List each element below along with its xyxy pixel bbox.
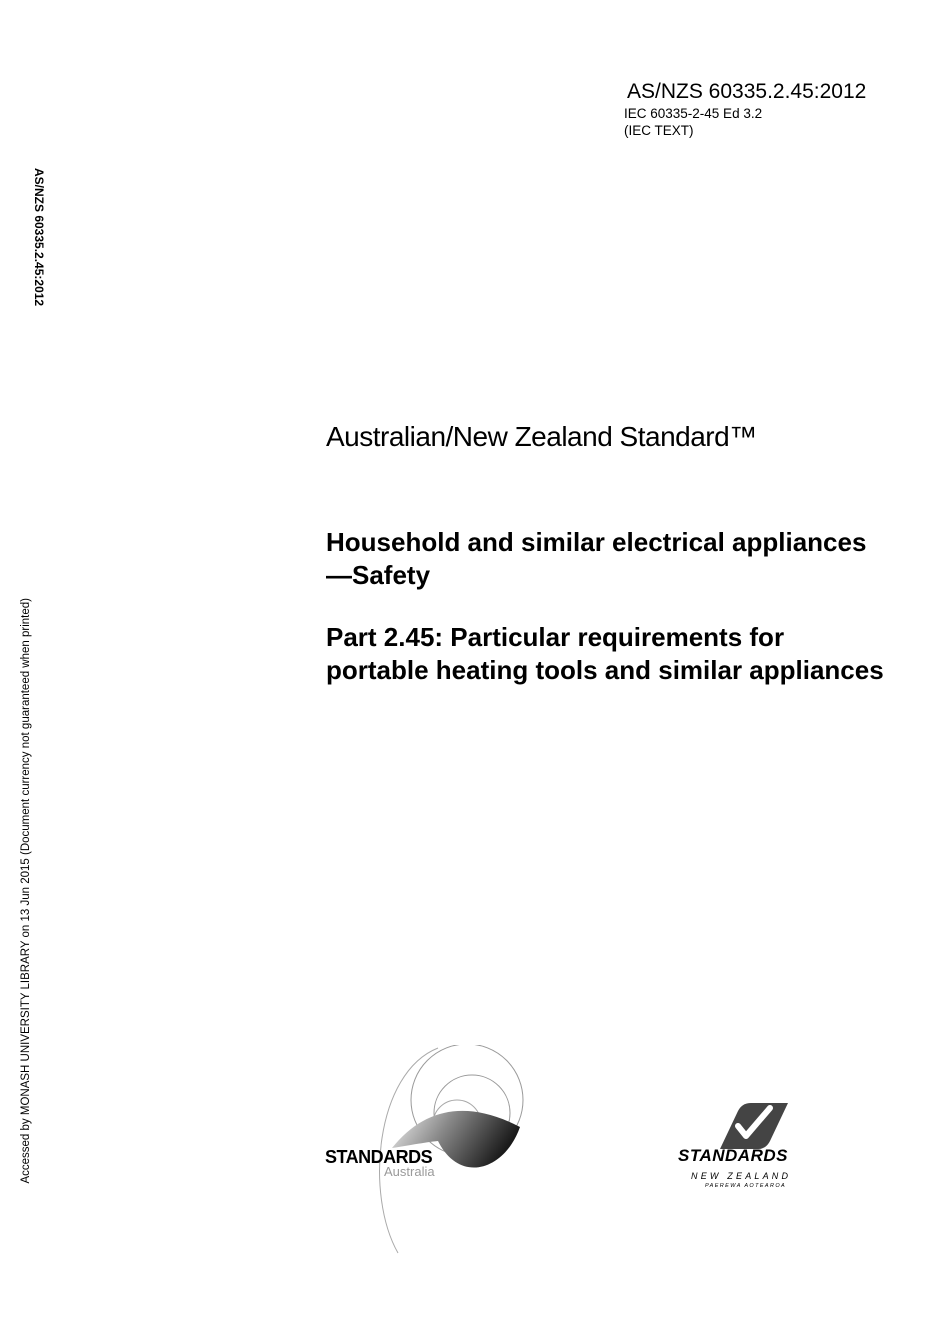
standards-new-zealand-logo-icon [718,1103,790,1151]
iec-text-label: (IEC TEXT) [624,123,694,138]
standard-number: AS/NZS 60335.2.45:2012 [627,80,867,103]
spine-standard-number: AS/NZS 60335.2.45:2012 [32,168,46,307]
standards-australia-wordmark: STANDARDS [325,1147,433,1167]
standards-new-zealand-maori-name: PAEREWA AOTEAROA [705,1183,787,1189]
standards-new-zealand-subtitle: NEW ZEALAND [691,1171,792,1181]
document-title: Household and similar electrical appliances—Safety [326,527,867,590]
standards-australia-subtitle: Australia [384,1164,435,1179]
access-note: Accessed by MONASH UNIVERSITY LIBRARY on 13 Jun 2015 (Document currency not guaranteed when printed) [20,598,32,1184]
standards-new-zealand-wordmark: STANDARDS [678,1146,788,1165]
series-title: Australian/New Zealand Standard™ [326,421,757,452]
iec-reference: IEC 60335-2-45 Ed 3.2 [624,106,763,121]
part-title: Part 2.45: Particular requirements for portable heating tools and similar appliances [326,622,884,685]
